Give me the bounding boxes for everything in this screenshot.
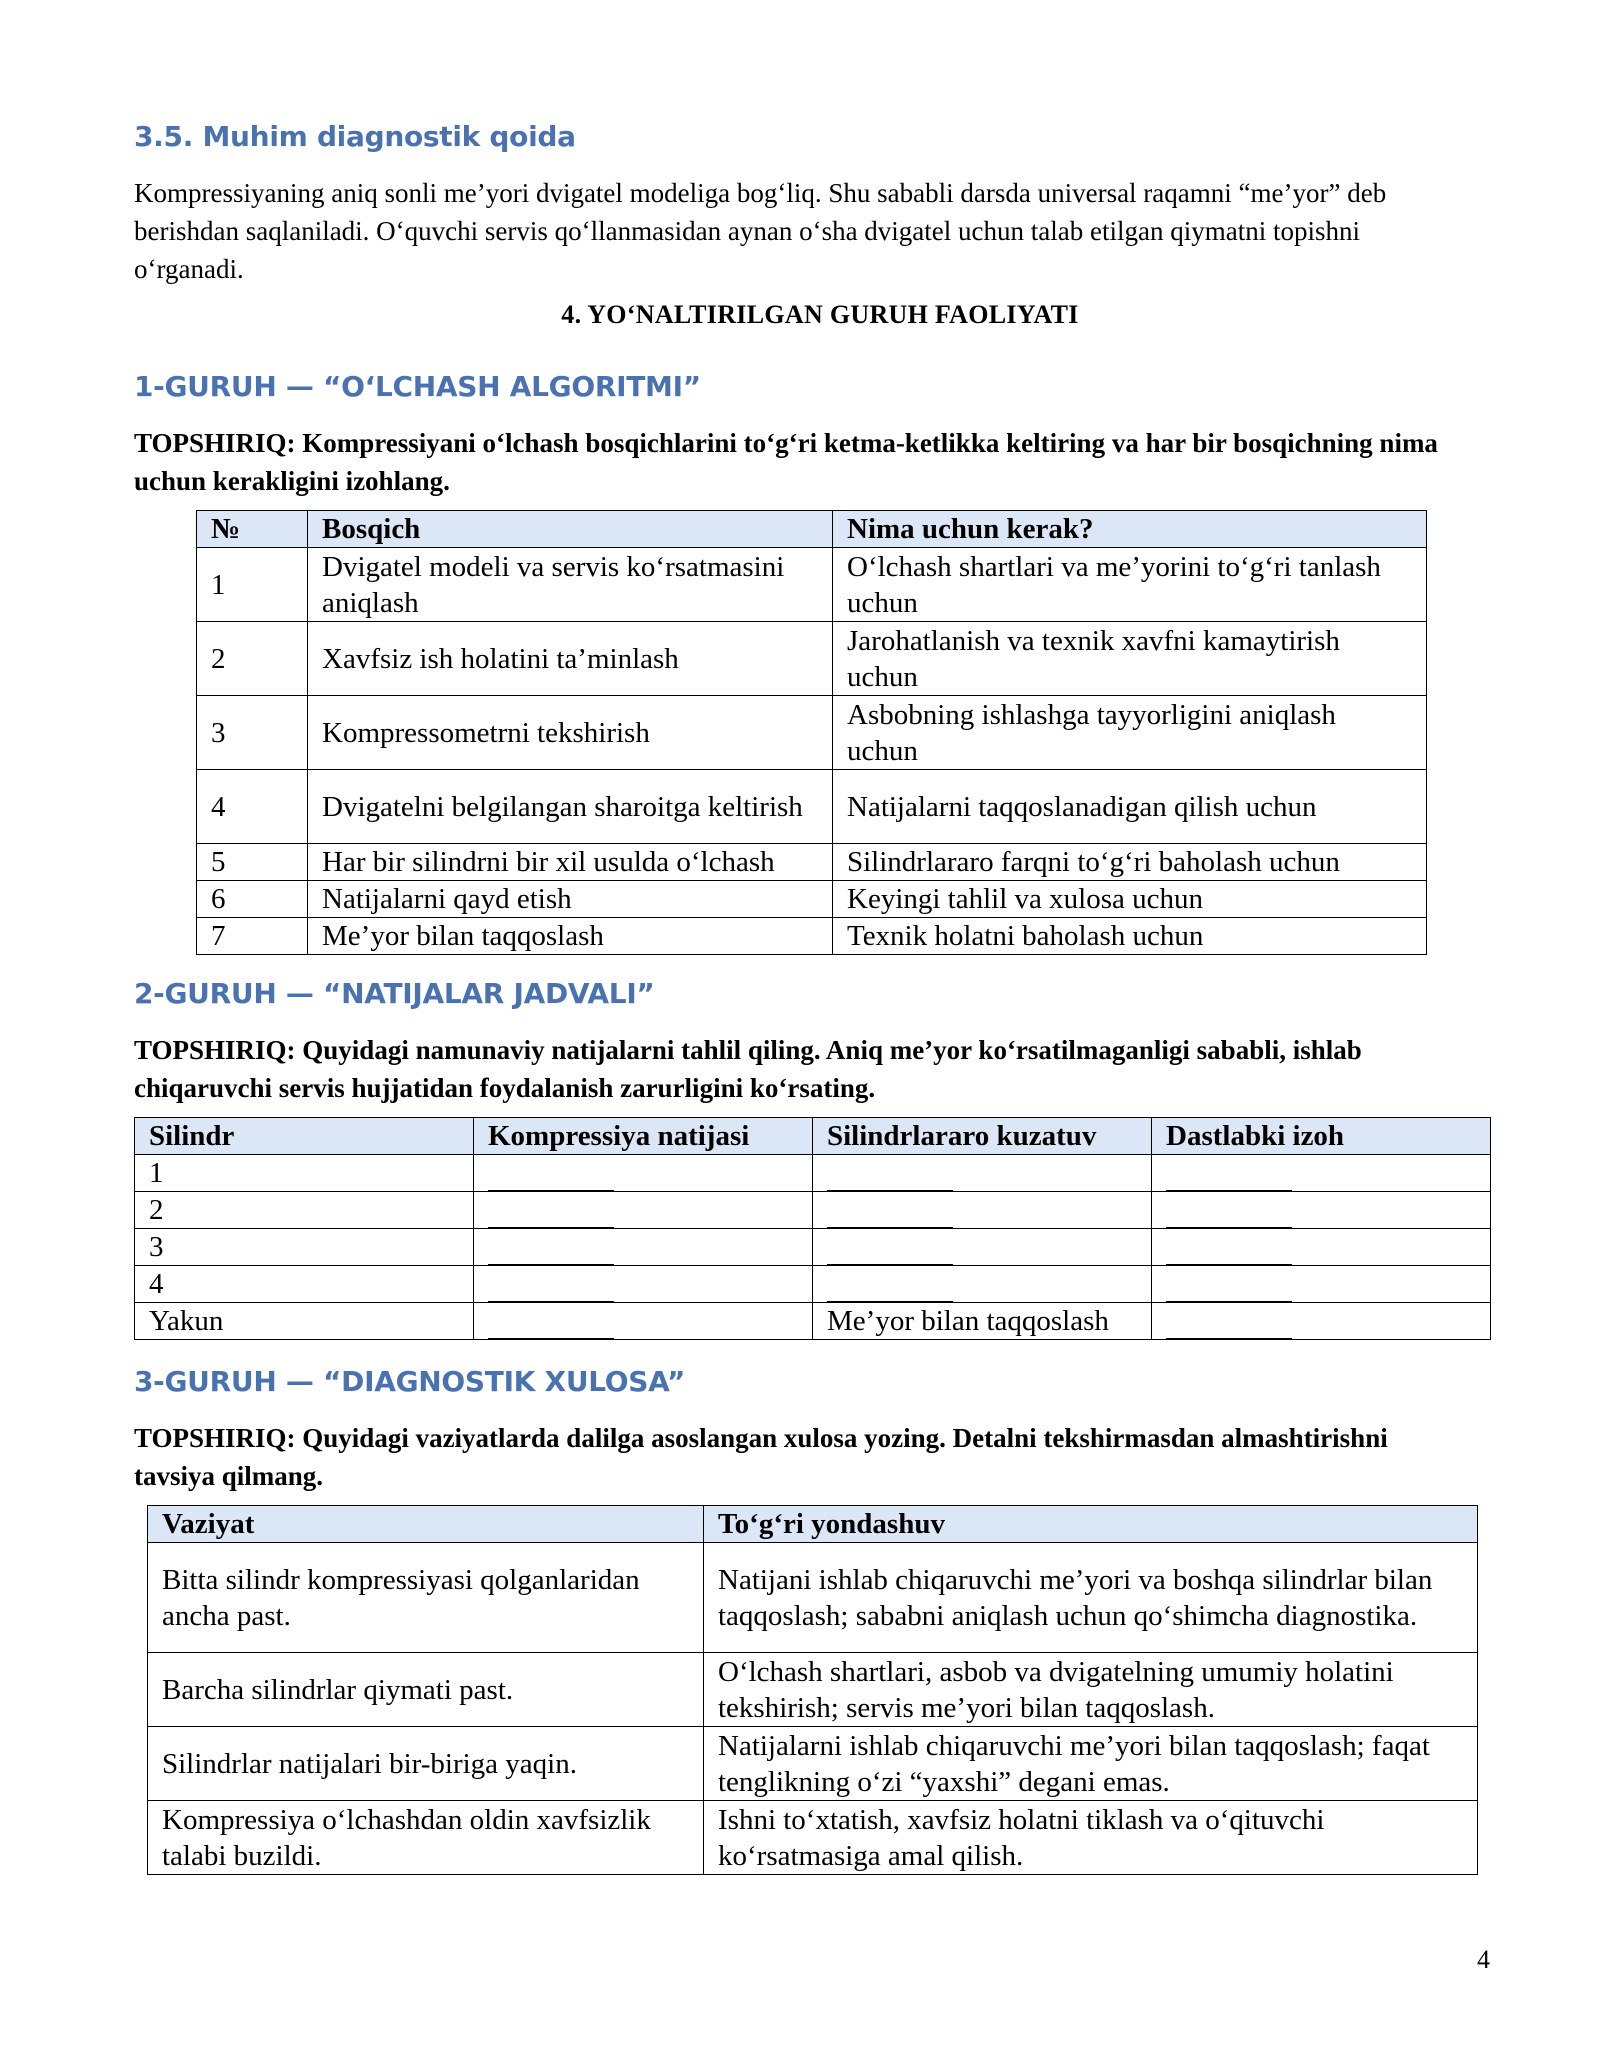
table-row (197, 770, 1427, 844)
group1-table (196, 510, 1427, 955)
fill-blank-cell (474, 1229, 813, 1266)
fill-blank-cell (1152, 1192, 1491, 1229)
group1-heading: 1-GURUH — “O‘LCHASH ALGORITMI” (134, 370, 701, 403)
fill-blank-cell (813, 1155, 1152, 1192)
table-row (197, 696, 1427, 770)
table-cell: 1 (197, 548, 308, 622)
fill-blank-line (827, 1273, 953, 1302)
page-number: 4 (1477, 1945, 1490, 1974)
group3-task: TOPSHIRIQ: Quyidagi vaziyatlarda dalilga asoslangan xulosa yozing. Detalni tekshirmasdan almashtirishni tavsiya qilmang. (134, 1423, 1388, 1491)
table-cell: Me’yor bilan taqqoslash (813, 1303, 1152, 1340)
table-cell: Asbobning ishlashga tayyorligini aniqlash uchun (833, 696, 1427, 770)
fill-blank-cell (1152, 1155, 1491, 1192)
table-row (148, 1801, 1478, 1875)
table-cell: 6 (197, 881, 308, 918)
fill-blank-cell (1152, 1266, 1491, 1303)
fill-blank-cell (1152, 1303, 1491, 1340)
table-cell: Dvigatelni belgilangan sharoitga keltirish (308, 770, 833, 844)
table-cell: 2 (135, 1192, 474, 1229)
table-cell: 2 (197, 622, 308, 696)
table-cell: Dvigatel modeli va servis ko‘rsatmasini aniqlash (308, 548, 833, 622)
column-header: Dastlabki izoh (1152, 1118, 1491, 1155)
table-cell: Ishni to‘xtatish, xavfsiz holatni tiklash va o‘qituvchi ko‘rsatmasiga amal qilish. (704, 1801, 1478, 1875)
fill-blank-cell (474, 1155, 813, 1192)
fill-blank-line (488, 1199, 614, 1228)
table-row (135, 1266, 1491, 1303)
column-header: To‘g‘ri yondashuv (704, 1506, 1478, 1543)
table-cell: 4 (197, 770, 308, 844)
table-cell: Bitta silindr kompressiyasi qolganlaridan ancha past. (148, 1543, 704, 1653)
section-4-title: 4. YO‘NALTIRILGAN GURUH FAOLIYATI (561, 300, 1079, 329)
column-header: Kompressiya natijasi (474, 1118, 813, 1155)
fill-blank-line (1166, 1199, 1292, 1228)
table-cell: 4 (135, 1266, 474, 1303)
fill-blank-line (1166, 1162, 1292, 1191)
fill-blank-line (1166, 1273, 1292, 1302)
column-header: Bosqich (308, 511, 833, 548)
table-cell: 3 (197, 696, 308, 770)
table-cell: Silindrlar natijalari bir-biriga yaqin. (148, 1727, 704, 1801)
fill-blank-line (488, 1273, 614, 1302)
table-cell: Natijani ishlab chiqaruvchi me’yori va boshqa silindrlar bilan taqqoslash; sababni aniqlash uchun qo‘shimcha diagnostika. (704, 1543, 1478, 1653)
column-header: Nima uchun kerak? (833, 511, 1427, 548)
table-cell: Natijalarni taqqoslanadigan qilish uchun (833, 770, 1427, 844)
fill-blank-line (827, 1199, 953, 1228)
table-cell: 7 (197, 918, 308, 955)
fill-blank-cell (1152, 1229, 1491, 1266)
column-header: Silindrlararo kuzatuv (813, 1118, 1152, 1155)
table-cell: 5 (197, 844, 308, 881)
column-header: Vaziyat (148, 1506, 704, 1543)
table-cell: Kompressiya o‘lchashdan oldin xavfsizlik talabi buzildi. (148, 1801, 704, 1875)
table-row (148, 1727, 1478, 1801)
fill-blank-line (488, 1310, 614, 1339)
table-cell: Natijalarni qayd etish (308, 881, 833, 918)
table-row (135, 1155, 1491, 1192)
fill-blank-cell (474, 1303, 813, 1340)
fill-blank-cell (813, 1229, 1152, 1266)
column-header: № (197, 511, 308, 548)
table-cell: Xavfsiz ish holatini ta’minlash (308, 622, 833, 696)
table-cell: Yakun (135, 1303, 474, 1340)
table-cell: Me’yor bilan taqqoslash (308, 918, 833, 955)
table-cell: Har bir silindrni bir xil usulda o‘lchash (308, 844, 833, 881)
table-row (197, 881, 1427, 918)
group2-task: TOPSHIRIQ: Quyidagi namunaviy natijalarni tahlil qiling. Aniq me’yor ko‘rsatilmaganligi sababli, ishlab chiqaruvchi servis hujjatidan foydalanish zarurligini ko‘rsating. (134, 1035, 1362, 1103)
table-row (135, 1229, 1491, 1266)
fill-blank-cell (474, 1192, 813, 1229)
table-row (135, 1192, 1491, 1229)
table-cell: O‘lchash shartlari, asbob va dvigatelning umumiy holatini tekshirish; servis me’yori bilan taqqoslash. (704, 1653, 1478, 1727)
table-cell: O‘lchash shartlari va me’yorini to‘g‘ri tanlash uchun (833, 548, 1427, 622)
section-heading-3-5: 3.5. Muhim diagnostik qoida (134, 120, 576, 153)
table-row (197, 918, 1427, 955)
section-3-5-paragraph: Kompressiyaning aniq sonli me’yori dvigatel modeliga bog‘liq. Shu sababli darsda universal raqamni “me’yor” deb berishdan saqlaniladi. O‘quvchi servis qo‘llanmasidan aynan o‘sha dvigatel uchun talab etilgan qiymatni topishni o‘rganadi. (134, 178, 1387, 284)
column-header: Silindr (135, 1118, 474, 1155)
table-cell: Natijalarni ishlab chiqaruvchi me’yori bilan taqqoslash; faqat tenglikning o‘zi “yaxshi” degani emas. (704, 1727, 1478, 1801)
table-cell: Barcha silindrlar qiymati past. (148, 1653, 704, 1727)
fill-blank-cell (813, 1266, 1152, 1303)
table-cell: Jarohatlanish va texnik xavfni kamaytirish uchun (833, 622, 1427, 696)
fill-blank-line (488, 1236, 614, 1265)
table-header-row (135, 1118, 1491, 1155)
table-cell: 3 (135, 1229, 474, 1266)
table-header-row (148, 1506, 1478, 1543)
table-cell: Silindrlararo farqni to‘g‘ri baholash uchun (833, 844, 1427, 881)
fill-blank-cell (474, 1266, 813, 1303)
fill-blank-line (827, 1236, 953, 1265)
fill-blank-line (827, 1162, 953, 1191)
fill-blank-line (1166, 1236, 1292, 1265)
fill-blank-cell (813, 1192, 1152, 1229)
group2-table (134, 1117, 1491, 1340)
table-header-row (197, 511, 1427, 548)
table-cell: Kompressometrni tekshirish (308, 696, 833, 770)
table-row (148, 1543, 1478, 1653)
table-row (148, 1653, 1478, 1727)
table-row (197, 548, 1427, 622)
table-row (135, 1303, 1491, 1340)
table-cell: Texnik holatni baholash uchun (833, 918, 1427, 955)
group2-heading: 2-GURUH — “NATIJALAR JADVALI” (134, 977, 655, 1010)
group3-heading: 3-GURUH — “DIAGNOSTIK XULOSA” (134, 1365, 686, 1398)
table-cell: 1 (135, 1155, 474, 1192)
table-cell: Keyingi tahlil va xulosa uchun (833, 881, 1427, 918)
table-row (197, 844, 1427, 881)
group3-table (147, 1505, 1478, 1875)
group1-task: TOPSHIRIQ: Kompressiyani o‘lchash bosqichlarini to‘g‘ri ketma-ketlikka keltiring va har bir bosqichning nima uchun kerakligini izohlang. (134, 428, 1438, 496)
fill-blank-line (488, 1162, 614, 1191)
table-row (197, 622, 1427, 696)
fill-blank-line (1166, 1310, 1292, 1339)
